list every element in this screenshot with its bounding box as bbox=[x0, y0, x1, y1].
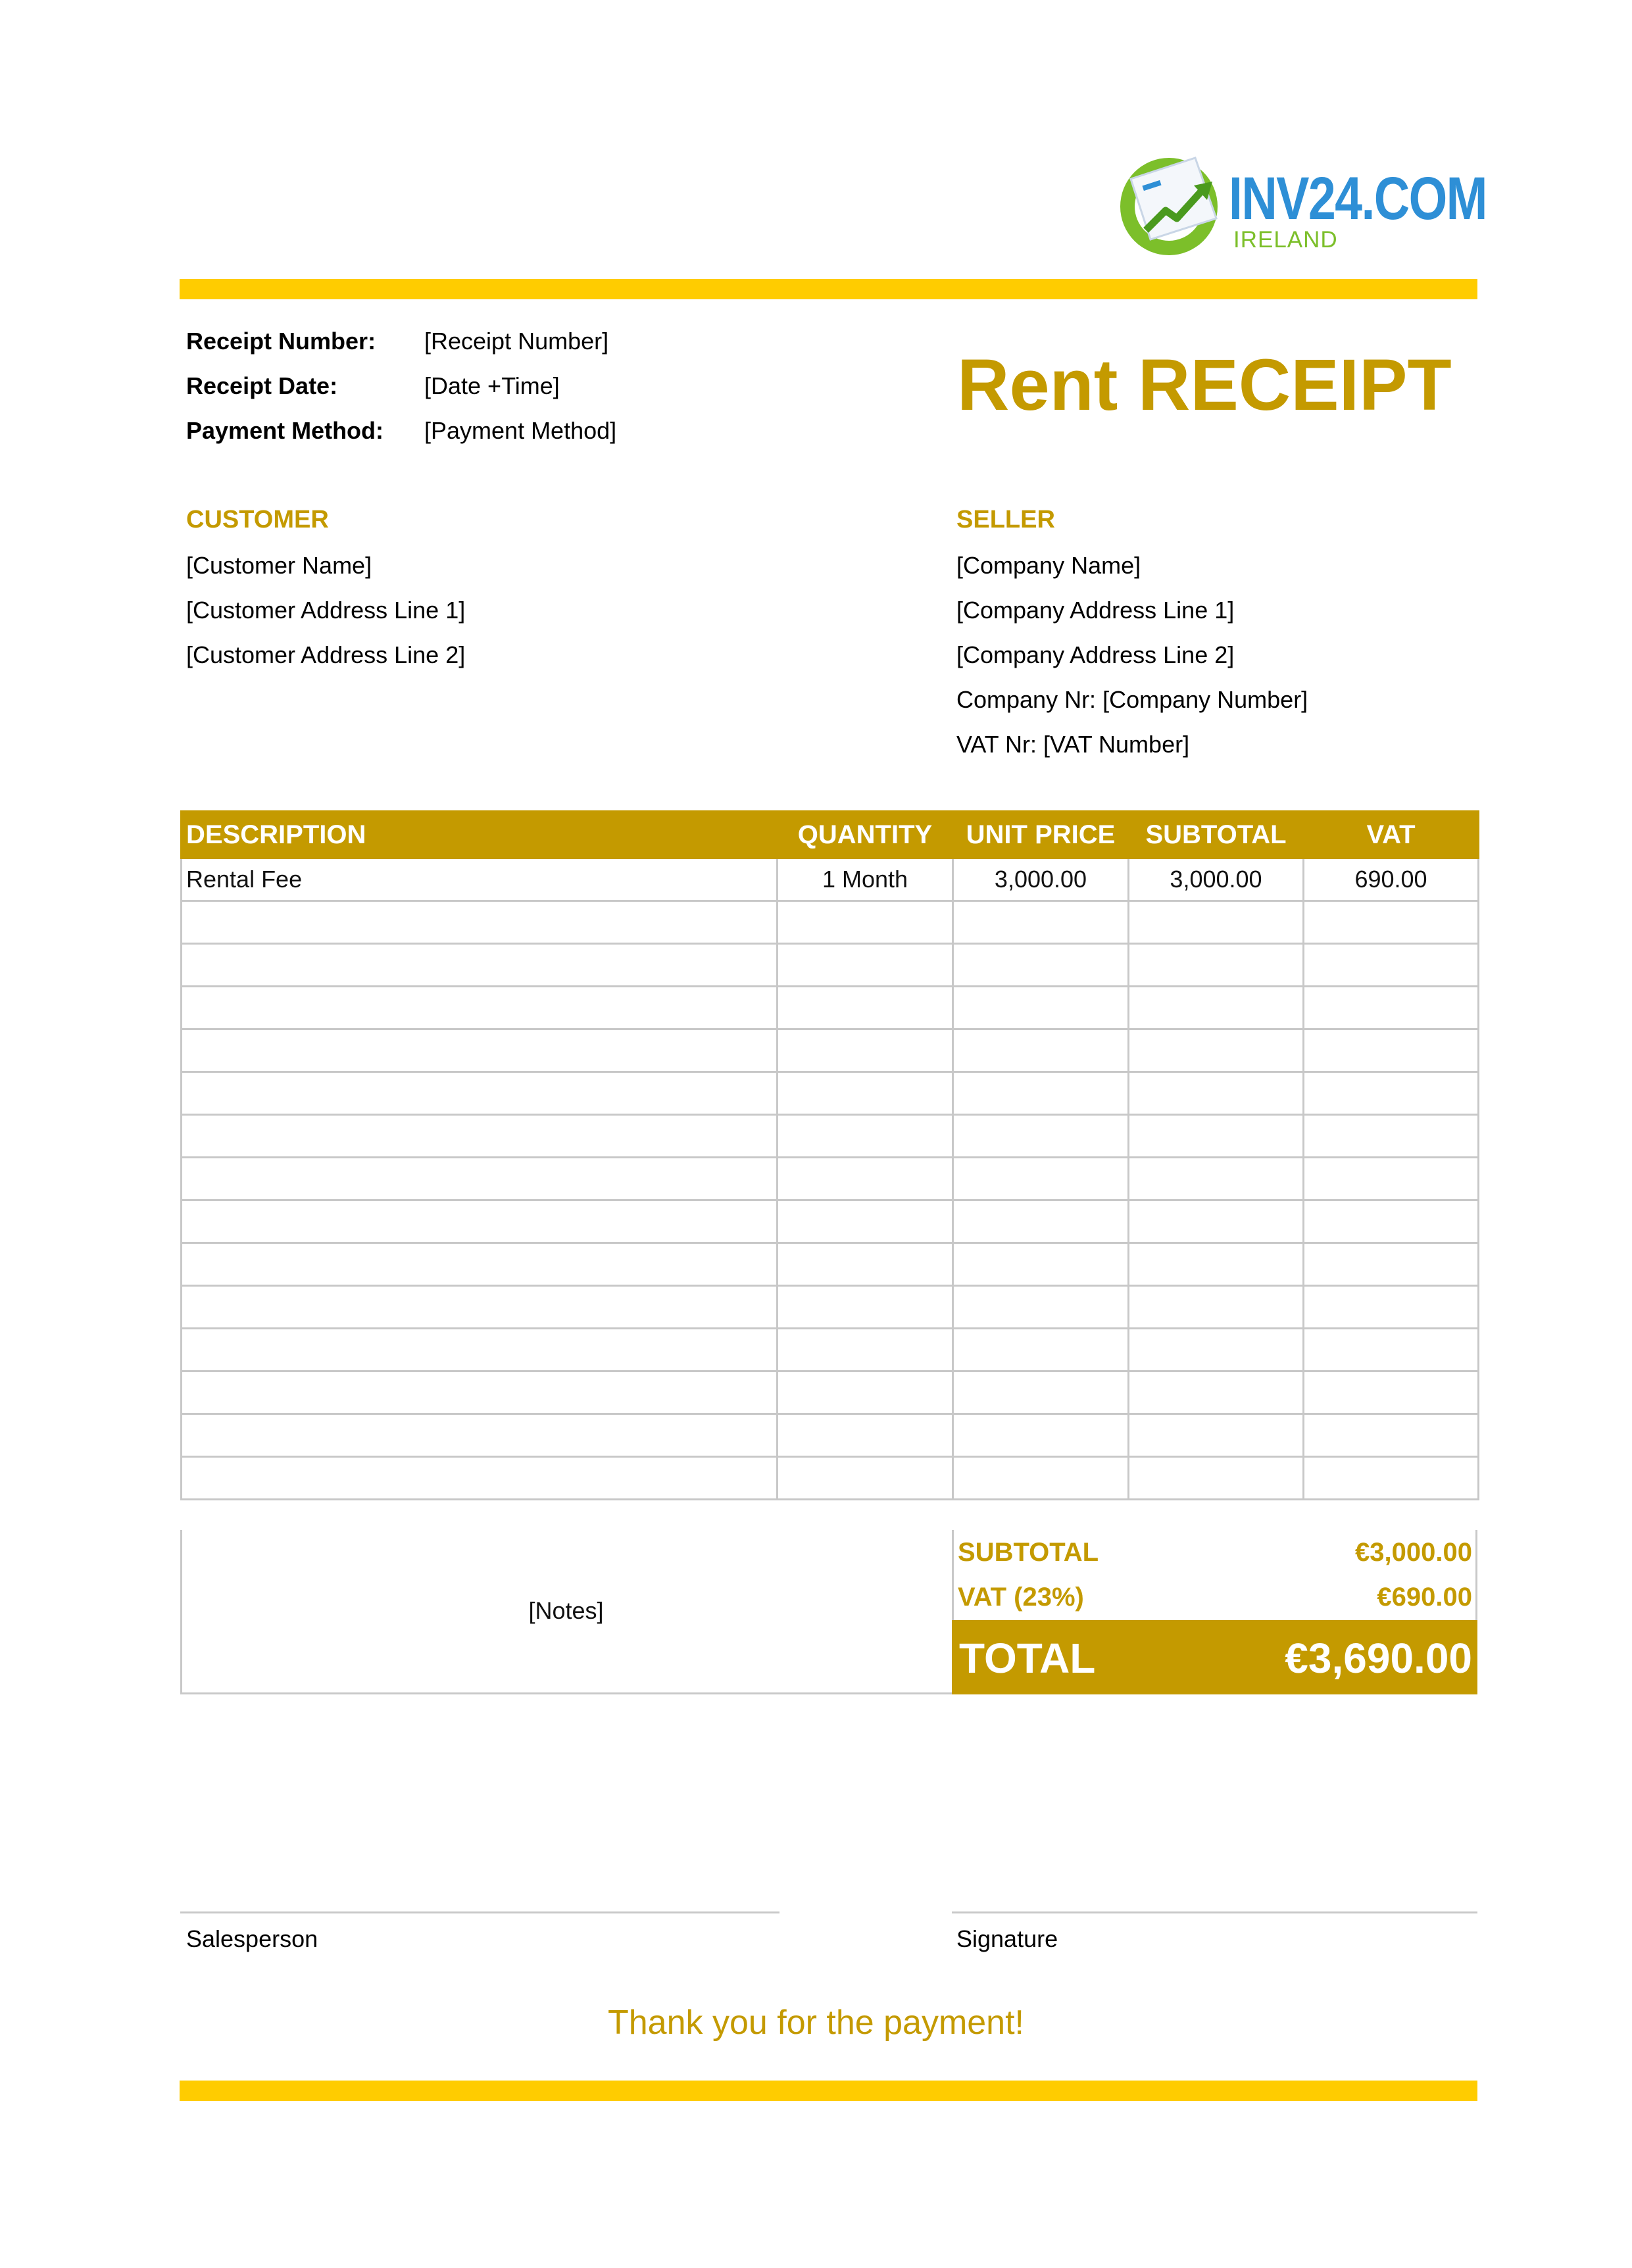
table-row bbox=[182, 901, 1479, 944]
cell-subtotal: 3,000.00 bbox=[1129, 858, 1304, 901]
cell-subtotal bbox=[1129, 1457, 1304, 1500]
cell-vat bbox=[1304, 944, 1479, 987]
notes-text: [Notes] bbox=[528, 1597, 604, 1624]
cell-description bbox=[182, 1329, 778, 1371]
subtotal-label: SUBTOTAL bbox=[958, 1538, 1099, 1567]
cell-description bbox=[182, 901, 778, 944]
seller-heading: SELLER bbox=[956, 506, 1055, 533]
cell-unit-price bbox=[953, 1115, 1129, 1158]
cell-unit-price bbox=[953, 1200, 1129, 1243]
top-accent-band bbox=[180, 279, 1477, 299]
cell-description bbox=[182, 987, 778, 1029]
cell-vat bbox=[1304, 1200, 1479, 1243]
cell-quantity bbox=[778, 901, 953, 944]
cell-description bbox=[182, 1371, 778, 1414]
cell-description bbox=[182, 1158, 778, 1200]
cell-quantity: 1 Month bbox=[778, 858, 953, 901]
cell-unit-price bbox=[953, 1329, 1129, 1371]
table-row bbox=[182, 1243, 1479, 1286]
receipt-date-value: [Date +Time] bbox=[424, 372, 560, 399]
cell-description bbox=[182, 1457, 778, 1500]
col-header-quantity: QUANTITY bbox=[778, 812, 953, 858]
vat-label: VAT (23%) bbox=[958, 1583, 1084, 1612]
cell-quantity bbox=[778, 987, 953, 1029]
cell-subtotal bbox=[1129, 1115, 1304, 1158]
table-row bbox=[182, 1072, 1479, 1115]
cell-subtotal bbox=[1129, 1158, 1304, 1200]
signature-label: Signature bbox=[956, 1925, 1058, 1952]
cell-unit-price: 3,000.00 bbox=[953, 858, 1129, 901]
cell-subtotal bbox=[1129, 1243, 1304, 1286]
cell-subtotal bbox=[1129, 1329, 1304, 1371]
cell-unit-price bbox=[953, 1371, 1129, 1414]
receipt-date-label: Receipt Date: bbox=[186, 372, 338, 399]
cell-quantity bbox=[778, 1371, 953, 1414]
cell-description bbox=[182, 1243, 778, 1286]
cell-quantity bbox=[778, 1286, 953, 1329]
cell-description bbox=[182, 1286, 778, 1329]
cell-description bbox=[182, 1072, 778, 1115]
payment-method-value: [Payment Method] bbox=[424, 417, 617, 444]
cell-quantity bbox=[778, 1158, 953, 1200]
seller-company-name: [Company Name] bbox=[956, 552, 1141, 579]
cell-subtotal bbox=[1129, 901, 1304, 944]
cell-unit-price bbox=[953, 1457, 1129, 1500]
cell-description bbox=[182, 1115, 778, 1158]
bottom-accent-band bbox=[180, 2081, 1477, 2101]
table-row bbox=[182, 858, 1479, 901]
cell-description bbox=[182, 1200, 778, 1243]
cell-subtotal bbox=[1129, 1414, 1304, 1457]
cell-quantity bbox=[778, 1115, 953, 1158]
customer-name: [Customer Name] bbox=[186, 552, 372, 579]
cell-vat bbox=[1304, 1457, 1479, 1500]
cell-subtotal bbox=[1129, 1200, 1304, 1243]
seller-address-1: [Company Address Line 1] bbox=[956, 597, 1235, 624]
cell-quantity bbox=[778, 1414, 953, 1457]
cell-quantity bbox=[778, 1329, 953, 1371]
cell-subtotal bbox=[1129, 987, 1304, 1029]
seller-address-2: [Company Address Line 2] bbox=[956, 641, 1235, 668]
cell-vat bbox=[1304, 1329, 1479, 1371]
cell-subtotal bbox=[1129, 1371, 1304, 1414]
table-row bbox=[182, 1457, 1479, 1500]
cell-vat bbox=[1304, 1286, 1479, 1329]
col-header-vat: VAT bbox=[1304, 812, 1479, 858]
items-table bbox=[180, 810, 1479, 1500]
signature-line bbox=[952, 1911, 1477, 1913]
cell-vat bbox=[1304, 987, 1479, 1029]
cell-unit-price bbox=[953, 1414, 1129, 1457]
cell-description bbox=[182, 1414, 778, 1457]
cell-description: Rental Fee bbox=[182, 858, 778, 901]
receipt-number-value: [Receipt Number] bbox=[424, 328, 609, 355]
cell-unit-price bbox=[953, 987, 1129, 1029]
seller-vat-number: VAT Nr: [VAT Number] bbox=[956, 731, 1190, 758]
customer-address-2: [Customer Address Line 2] bbox=[186, 641, 466, 668]
salesperson-signature-line bbox=[180, 1911, 779, 1913]
col-header-unit-price: UNIT PRICE bbox=[953, 812, 1129, 858]
col-header-description: DESCRIPTION bbox=[182, 812, 778, 858]
customer-heading: CUSTOMER bbox=[186, 506, 329, 533]
cell-quantity bbox=[778, 1029, 953, 1072]
cell-quantity bbox=[778, 1200, 953, 1243]
payment-method-label: Payment Method: bbox=[186, 417, 384, 444]
cell-quantity bbox=[778, 1072, 953, 1115]
receipt-number-label: Receipt Number: bbox=[186, 328, 376, 355]
salesperson-label: Salesperson bbox=[186, 1925, 318, 1952]
cell-unit-price bbox=[953, 1286, 1129, 1329]
table-row bbox=[182, 1371, 1479, 1414]
cell-vat bbox=[1304, 1371, 1479, 1414]
table-header-row bbox=[182, 812, 1479, 858]
vat-value: €690.00 bbox=[1377, 1583, 1472, 1612]
cell-subtotal bbox=[1129, 1286, 1304, 1329]
cell-vat bbox=[1304, 1158, 1479, 1200]
table-row bbox=[182, 1115, 1479, 1158]
table-row bbox=[182, 1200, 1479, 1243]
cell-unit-price bbox=[953, 944, 1129, 987]
customer-address-1: [Customer Address Line 1] bbox=[186, 597, 466, 624]
cell-vat bbox=[1304, 1072, 1479, 1115]
table-row bbox=[182, 1158, 1479, 1200]
table-row bbox=[182, 1329, 1479, 1371]
total-value: €3,690.00 bbox=[1285, 1635, 1472, 1682]
cell-subtotal bbox=[1129, 1072, 1304, 1115]
table-row bbox=[182, 1029, 1479, 1072]
cell-description bbox=[182, 1029, 778, 1072]
table-row bbox=[182, 1414, 1479, 1457]
logo-subtitle: IRELAND bbox=[1233, 227, 1338, 253]
cell-quantity bbox=[778, 944, 953, 987]
cell-vat: 690.00 bbox=[1304, 858, 1479, 901]
cell-unit-price bbox=[953, 1243, 1129, 1286]
table-row bbox=[182, 944, 1479, 987]
col-header-subtotal: SUBTOTAL bbox=[1129, 812, 1304, 858]
table-row bbox=[182, 987, 1479, 1029]
thank-you-message: Thank you for the payment! bbox=[607, 2004, 1024, 2042]
receipt-title: Rent RECEIPT bbox=[957, 345, 1452, 426]
cell-unit-price bbox=[953, 1029, 1129, 1072]
cell-quantity bbox=[778, 1243, 953, 1286]
cell-subtotal bbox=[1129, 944, 1304, 987]
cell-subtotal bbox=[1129, 1029, 1304, 1072]
cell-vat bbox=[1304, 1414, 1479, 1457]
cell-unit-price bbox=[953, 1072, 1129, 1115]
cell-unit-price bbox=[953, 901, 1129, 944]
cell-description bbox=[182, 944, 778, 987]
total-label: TOTAL bbox=[959, 1635, 1096, 1682]
cell-vat bbox=[1304, 1115, 1479, 1158]
logo-wordmark: INV24.COM bbox=[1229, 165, 1487, 232]
cell-vat bbox=[1304, 1243, 1479, 1286]
cell-quantity bbox=[778, 1457, 953, 1500]
cell-vat bbox=[1304, 1029, 1479, 1072]
subtotal-value: €3,000.00 bbox=[1355, 1538, 1472, 1567]
seller-company-number: Company Nr: [Company Number] bbox=[956, 686, 1308, 713]
table-row bbox=[182, 1286, 1479, 1329]
cell-vat bbox=[1304, 901, 1479, 944]
cell-unit-price bbox=[953, 1158, 1129, 1200]
